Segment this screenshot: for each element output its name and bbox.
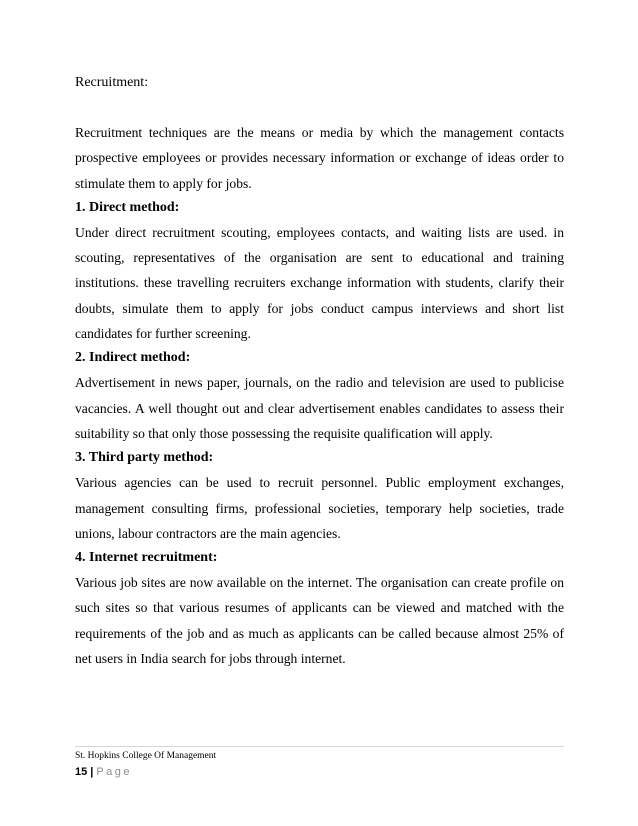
- method-heading-internet: 4. Internet recruitment:: [75, 550, 218, 566]
- method-body-direct: Under direct recruitment scouting, employees contacts, and waiting lists are used. in scouting, representatives of the organisation are sent to educational and training institutions. these travelling recruiters exchange information with students, clarify their doubts, simulate them to apply for jobs conduct campus interviews and short list candidates for further screening.: [75, 224, 564, 342]
- method-body-internet: Various job sites are now available on the internet. The organisation can create profile on such sites so that various resumes of applicants can be viewed and matched with the requirements of the job and as much as applicants can be called because almost 25% of net users in India search for jobs through internet.: [75, 575, 564, 667]
- method-body-indirect: Advertisement in news paper, journals, on the radio and television are used to publicise vacancies. A well thought out and clear advertisement enables candidates to assess their suitability so that only those possessing the requisite qualification will apply.: [75, 375, 564, 441]
- section-title: Recruitment:: [75, 75, 149, 90]
- method-heading-direct: 1. Direct method:: [75, 199, 180, 215]
- page-number-value: 15: [75, 766, 88, 778]
- footer-college-name: St. Hopkins College Of Management: [75, 751, 217, 761]
- page-word: Page: [96, 766, 133, 778]
- footer-page-number: [75, 763, 564, 781]
- intro-paragraph: Recruitment techniques are the means or media by which the management contacts prospective employees or provides necessary information or exchange of ideas order to stimulate them to apply for jobs.: [75, 125, 564, 191]
- footer-divider: [75, 746, 564, 747]
- method-heading-third-party: 3. Third party method:: [75, 450, 214, 466]
- method-heading-indirect: 2. Indirect method:: [75, 350, 191, 366]
- page-footer: [75, 746, 564, 781]
- page-content: [75, 70, 564, 671]
- page-number-separator: |: [90, 766, 94, 778]
- method-body-third-party: Various agencies can be used to recruit personnel. Public employment exchanges, management consulting firms, professional societies, temporary help societies, trade unions, labour contractors are the main agencies.: [75, 475, 564, 541]
